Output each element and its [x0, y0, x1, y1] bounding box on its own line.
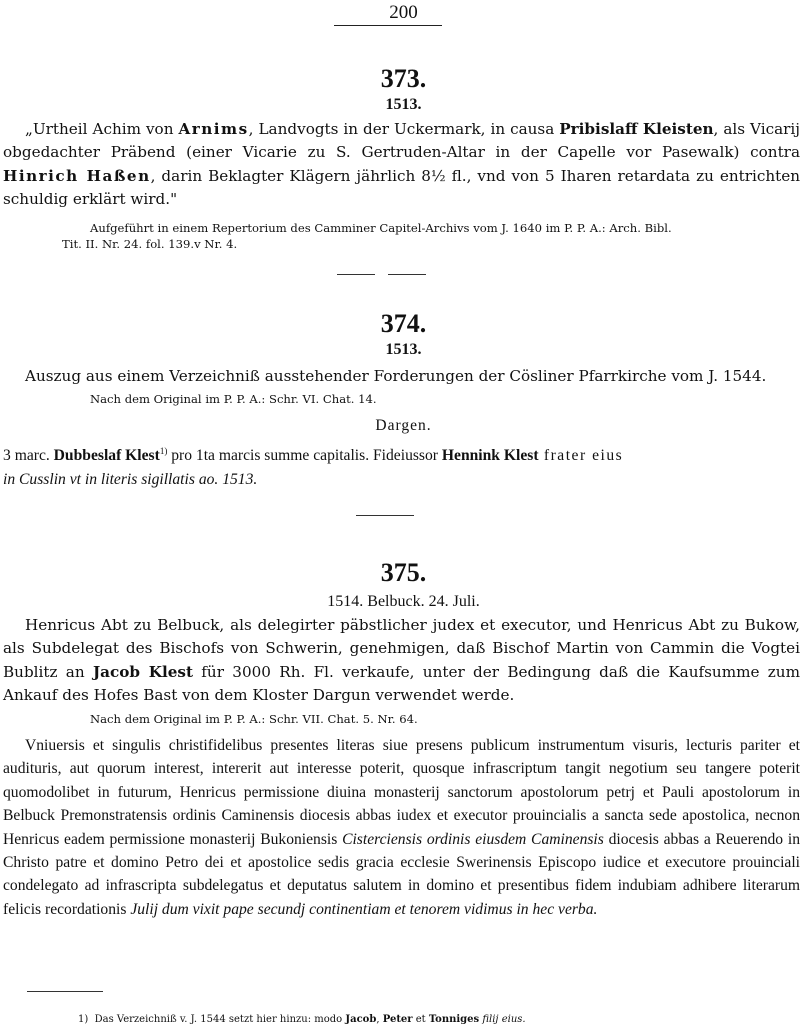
entry-374-text: 3 marc. Dubbeslaf Klest$^{1)}$ pro 1ta marcis summe capitalis. Fideiussor Hennink Klest frater eius in Cusslin vt in literis sigillatis ao. 1513.: [3, 446, 624, 488]
person-name: Dubbeslaf Klest: [53, 447, 160, 465]
page-number: 200: [389, 2, 418, 23]
entry-375-number: 375.: [380, 558, 427, 587]
separator: [388, 274, 426, 275]
entry-374-summary: Auszug aus einem Verzeichniß ausstehender Forderungen der Cösliner Pfarrkirche vom J. 1544.: [25, 367, 767, 385]
footnote: 1) Das Verzeichniß v. J. 1544 setzt hier hinzu: modo Jacob, Peter et Tonniges filij eius.: [78, 1014, 526, 1025]
header-rule: [334, 25, 442, 26]
entry-373-year: 1513.: [385, 96, 422, 113]
entry-375-latin-text: Vniuersis et singulis christifidelibus presentes literas siue presens publicum instrumentum visuris, lecturis pariter et audituris, aut quorum interest, intererit aut interesse poterit, quosque infrascriptum tangit negotium seu tangere poterit quomodolibet in futurum, Henricus permissione diuina monasterij sanctorum apostolorum petrj et Pauli apostolorum in Belbuck Premonstratensis ordinis Caminensis diocesis abbas iudex et executor prouincialis a sancta sede apostolica, necnon Henricus eadem permissione monasterij Bukoniensis Cisterciensis ordinis eiusdem Caminensis diocesis abbas a Reuerendo in Christo patre et domino Petro dei et apostolice sedis gracia ecclesie Swerinensis Episcopo iudice et executore prouinciali condelegato ad infrascripta subdelegatus et deputatus salutem in domino et presentibus fidem indubiam adhibere literarum felicis recordationis Julij dum vixit pape secundj continentiam et tenorem vidimus in hec verba.: [3, 737, 800, 918]
entry-374-place: Dargen.: [375, 417, 432, 434]
entry-373-number: 373.: [380, 64, 427, 93]
entry-373-source: Aufgeführt in einem Repertorium des Camminer Capitel-Archivs vom J. 1640 im P. P. A.: Arch. Bibl. Tit. II. Nr. 24. fol. 139.v Nr. 4.: [62, 221, 672, 251]
entry-373-text: „Urtheil Achim von Arnims, Landvogts in der Uckermark, in causa Pribislaff Kleisten, als Vicarij obgedachter Präbend (einer Vicarie zu S. Gertruden-Altar in der Capelle vor Pasewalk) contra Hinrich Haßen, darin Beklagter Klägern jährlich 8½ fl., vnd von 5 Iharen retardata zu entrichten schuldig erklärt wird.": [3, 120, 800, 209]
entry-374-number: 374.: [380, 309, 427, 338]
person-name: Pribislaff Kleisten: [559, 120, 714, 138]
entry-374-source: Nach dem Original im P. P. A.: Schr. VI. Chat. 14.: [90, 392, 377, 406]
entry-375-source: Nach dem Original im P. P. A.: Schr. VII. Chat. 5. Nr. 64.: [90, 712, 418, 726]
entry-374-year: 1513.: [385, 341, 422, 358]
footnote-reference: 1): [159, 446, 168, 456]
footnote-marker: 1): [78, 1014, 89, 1025]
person-name: Hennink Klest: [441, 447, 539, 465]
person-name: Arnims: [178, 120, 249, 138]
entry-375-dateline: 1514. Belbuck. 24. Juli.: [327, 593, 480, 610]
separator: [337, 274, 375, 275]
person-name: Jacob Klest: [92, 662, 193, 681]
footnote-rule: [27, 991, 103, 992]
separator: [356, 515, 414, 516]
entry-375-summary: Henricus Abt zu Belbuck, als delegirter päbstlicher judex et executor, und Henricus Abt zu Bukow, als Subdelegat des Bischofs von Schwerin, genehmigen, daß Bischof Martin von Cammin die Vogtei Bublitz an Jacob Klest für 3000 Rh. Fl. verkaufe, unter der Bedingung daß die Kaufsumme zum Ankauf des Hofes Bast von dem Kloster Dargun verwendet werde.: [3, 616, 800, 705]
person-name: Hinrich Haßen: [3, 166, 151, 185]
